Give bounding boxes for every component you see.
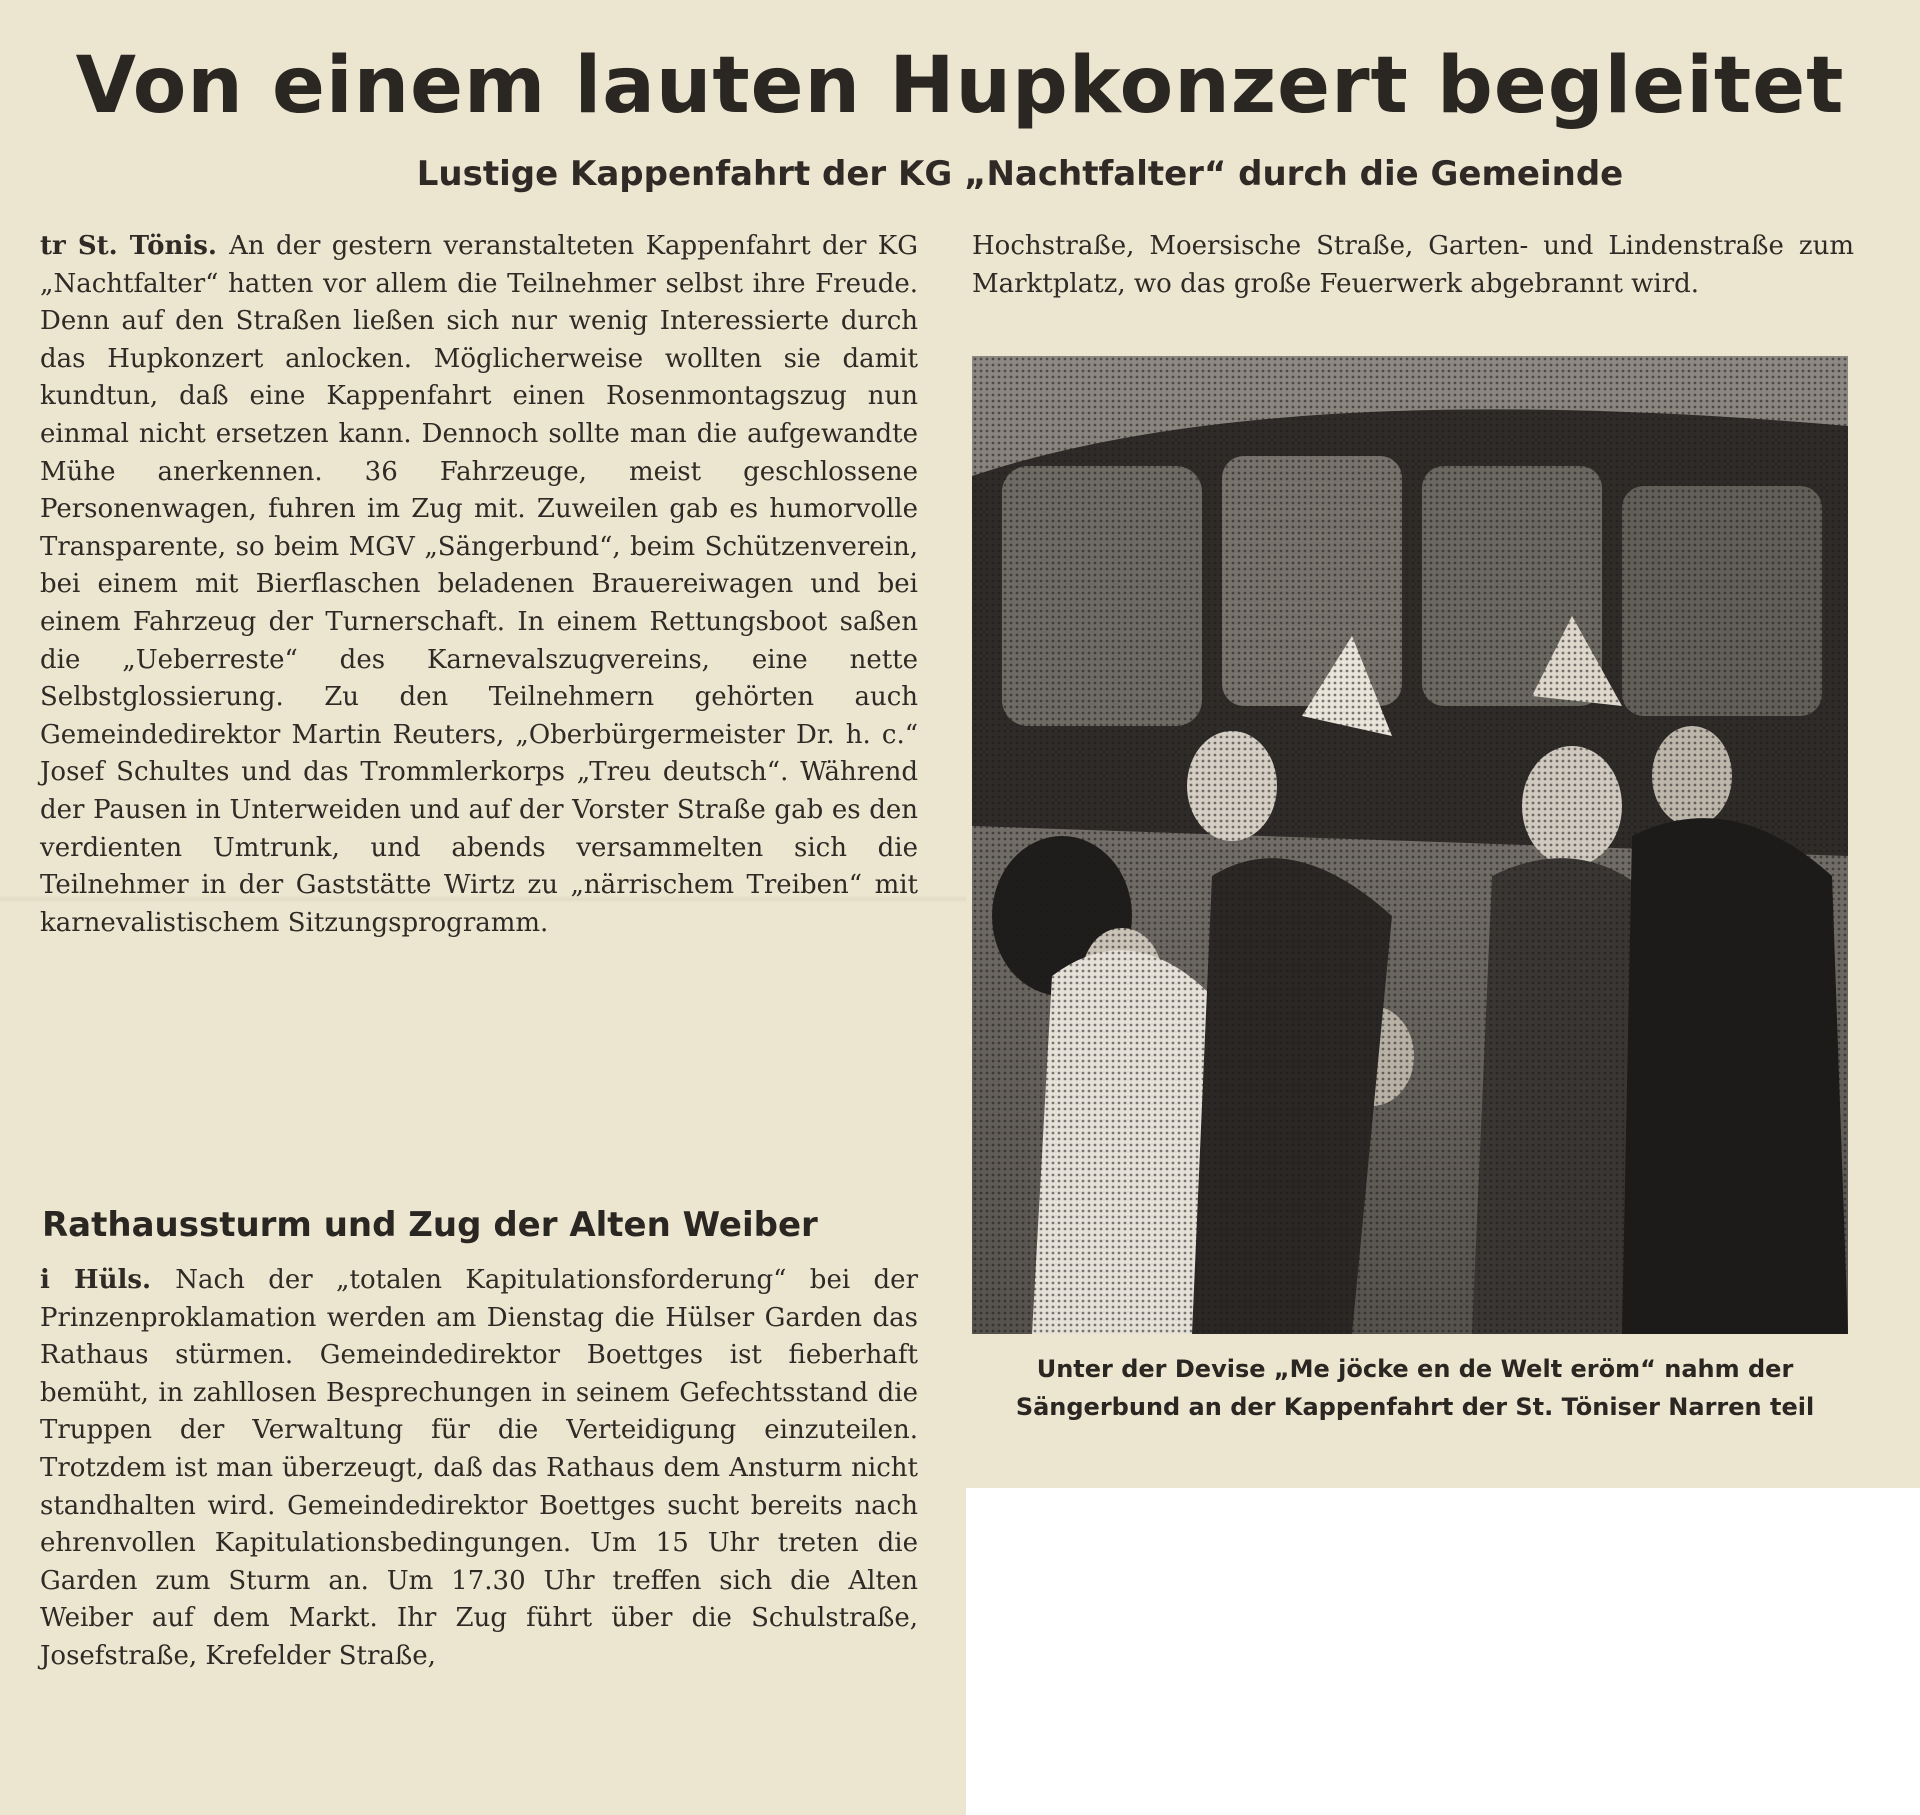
headline: Von einem lauten Hupkonzert begleitet (75, 41, 1845, 131)
article-2-body: Nach der „totalen Kapitulationsforderung“ bei der Prinzenproklamation werden am Dienstag die Hülser Garden das Rathaus stürmen. Gemeindedirektor Boettges ist fieberhaft bemüht, in zahllosen Besprechungen in seinem Gefechtsstand die Truppen der Verwaltung für die Verteidigung einzuteilen. Trotzdem ist man überzeugt, daß das Rathaus dem Ansturm nicht standhalten wird. Gemeindedirektor Boettges sucht bereits nach ehrenvollen Kapitulationsbedingungen. Um 15 Uhr treten die Garden zum Sturm an. Um 17.30 Uhr treffen sich die Alten Weiber auf dem Markt. Ihr Zug führt über die Schulstraße, Josefstraße, Krefelder Straße, (40, 1265, 918, 1671)
news-photo (972, 356, 1848, 1334)
blank-area (966, 1488, 1920, 1815)
article-2-continuation: Hochstraße, Moersische Straße, Garten- und Lindenstraße zum Marktplatz, wo das große Feuerwerk abgebrannt wird. (972, 231, 1854, 299)
photo-caption: Unter der Devise „Me jöcke en de Welt eröm“ nahm der Sängerbund an der Kappenfahrt der St. Töniser Narren teil (1015, 1355, 1815, 1421)
article-1-body: An der gestern veranstalteten Kappenfahrt der KG „Nachtfalter“ hatten vor allem die Teilnehmer selbst ihre Freude. Denn auf den Straßen ließen sich nur wenig Interessierte durch das Hupkonzert anlocken. Möglicherweise wollten sie damit kundtun, daß eine Kappenfahrt einen Rosenmontagszug nun einmal nicht ersetzen kann. Dennoch sollte man die aufgewandte Mühe anerkennen. 36 Fahrzeuge, meist geschlossene Personenwagen, fuhren im Zug mit. Zuweilen gab es humorvolle Transparente, so beim MGV „Sängerbund“, beim Schützenverein, bei einem mit Bierflaschen beladenen Brauereiwagen und bei einem Fahrzeug der Turnerschaft. In einem Rettungsboot saßen die „Ueberreste“ des Karnevalszugvereins, eine nette Selbstglossierung. Zu den Teilnehmern gehörten auch Gemeindedirektor Martin Reuters, „Oberbürgermeister Dr. h. c.“ Josef Schultes und das Trommlerkorps „Treu deutsch“. Während der Pausen in Unterweiden und auf der Vorster Straße gab es den verdienten Umtrunk, und abends versammelten sich die Teilnehmer in der Gaststätte Wirtz zu „närrischem Treiben“ mit karnevalistischem Sitzungsprogramm. (40, 231, 918, 938)
article-1-text (40, 228, 918, 942)
article-2-text (40, 1262, 918, 1676)
photo-illustration (972, 356, 1848, 1334)
article-2-dateline: i Hüls. (40, 1265, 176, 1295)
article-2-heading: Rathaussturm und Zug der Alten Weiber (42, 1205, 818, 1245)
article-1-dateline: tr St. Tönis. (40, 231, 230, 261)
subheadline: Lustige Kappenfahrt der KG „Nachtfalter“ durch die Gemeinde (416, 154, 1624, 194)
